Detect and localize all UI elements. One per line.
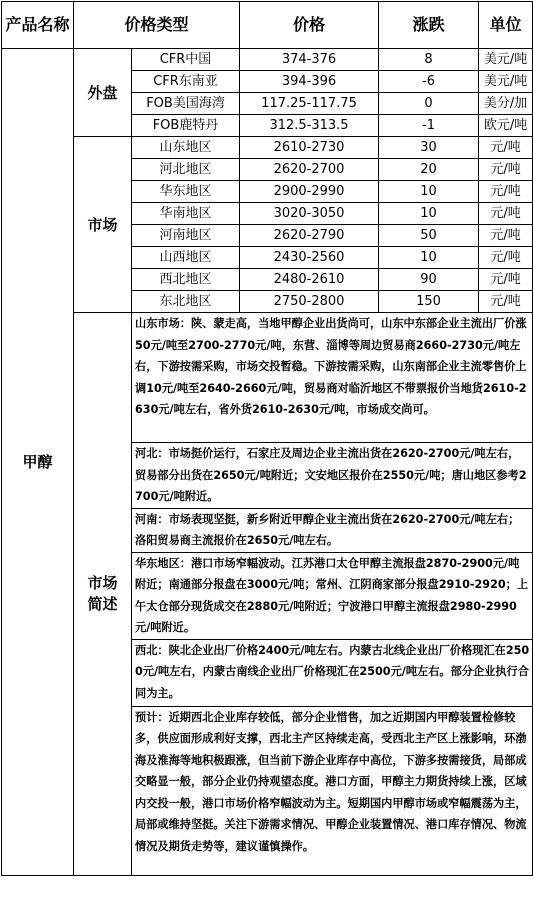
price-table: [1, 1, 533, 876]
category-description: [74, 313, 132, 876]
unit-cell: 元/吨: [479, 203, 533, 225]
price-type-cell: 华南地区: [132, 203, 240, 225]
table-row: [2, 137, 533, 159]
unit-cell: 元/吨: [479, 137, 533, 159]
change-cell: 50: [379, 225, 479, 247]
header-product-name: 产品名称: [2, 2, 74, 49]
price-type-cell: 河南地区: [132, 225, 240, 247]
description-paragraph-forecast: 预计：近期西北企业库存较低，部分企业惜售，加之近期国内甲醇装置检修较多，供应面形成利好支撑，西北主产区持续走高，受西北主产区上涨影响，环渤海及淮海等地积极跟涨，但当前下游企业库存中高位，下游多按需接货，局部成交略显一般，部分企业仍持观望态度。港口方面，甲醇主力期货持续上涨，区域内交投一般，港口市场价格窄幅波动为主。短期国内甲醇市场或窄幅震荡为主，局部或维持坚挺。关注下游需求情况、甲醇企业装置情况、港口库存情况、物流情况及期货走势等，建议谨慎操作。: [132, 706, 533, 875]
price-cell: 2620-2790: [240, 225, 379, 247]
description-paragraph-northwest: 西北：陕北企业出厂价格2400元/吨左右。内蒙古北线企业出厂价格现汇在2500元/吨左右，内蒙古南线企业出厂价格现汇在2500元/吨左右。部分企业执行合同为主。: [132, 639, 533, 706]
price-type-cell: CFR东南亚: [132, 71, 240, 93]
unit-cell: 元/吨: [479, 291, 533, 313]
price-type-cell: 山东地区: [132, 137, 240, 159]
unit-cell: 元/吨: [479, 159, 533, 181]
change-cell: -1: [379, 115, 479, 137]
price-cell: 117.25-117.75: [240, 93, 379, 115]
category-overseas: 外盘: [74, 49, 132, 137]
product-name: 甲醇: [2, 49, 74, 876]
change-cell: 30: [379, 137, 479, 159]
price-cell: 2610-2730: [240, 137, 379, 159]
description-paragraph-east-china: 华东地区：港口市场窄幅波动。江苏港口太仓甲醇主流报盘2870-2900元/吨附近；南通部分报盘在3000元/吨；常州、江阴商家部分报盘2910-2920；上午太仓部分现货成交在2880元/吨附近；宁波港口甲醇主流报盘2980-2990元/吨附近。: [132, 552, 533, 639]
price-type-cell: 东北地区: [132, 291, 240, 313]
price-cell: 374-376: [240, 49, 379, 71]
price-cell: 312.5-313.5: [240, 115, 379, 137]
unit-cell: 元/吨: [479, 225, 533, 247]
header-row: [2, 2, 533, 49]
unit-cell: 美元/吨: [479, 71, 533, 93]
header-price: 价格: [240, 2, 379, 49]
price-type-cell: 华东地区: [132, 181, 240, 203]
price-type-cell: 西北地区: [132, 269, 240, 291]
price-cell: 2430-2560: [240, 247, 379, 269]
change-cell: -6: [379, 71, 479, 93]
table-row: [2, 49, 533, 71]
change-cell: 10: [379, 247, 479, 269]
header-unit: 单位: [479, 2, 533, 49]
unit-cell: 美元/吨: [479, 49, 533, 71]
price-cell: 2750-2800: [240, 291, 379, 313]
change-cell: 10: [379, 181, 479, 203]
description-paragraph-hebei: 河北：市场挺价运行，石家庄及周边企业主流出货在2620-2700元/吨左右，贸易部分出货在2650元/吨附近；文安地区报价在2550元/吨；唐山地区参考2700元/吨附近。: [132, 443, 533, 509]
category-market: 市场: [74, 137, 132, 313]
header-price-type: 价格类型: [74, 2, 240, 49]
price-type-cell: 山西地区: [132, 247, 240, 269]
description-label: 市场简述: [87, 573, 118, 613]
header-change: 涨跌: [379, 2, 479, 49]
price-cell: 2900-2990: [240, 181, 379, 203]
description-paragraph-henan: 河南：市场表现坚挺，新乡附近甲醇企业主流出货在2620-2700元/吨左右；洛阳贸易商主流报价在2650元/吨左右。: [132, 508, 533, 552]
price-type-cell: 河北地区: [132, 159, 240, 181]
price-cell: 2480-2610: [240, 269, 379, 291]
change-cell: 8: [379, 49, 479, 71]
unit-cell: 元/吨: [479, 181, 533, 203]
description-row: [2, 313, 533, 443]
description-paragraph-shandong: 山东市场：陕、蒙走高，当地甲醇企业出货尚可，山东中东部企业主流出厂价涨50元/吨至2700-2770元/吨，东营、淄博等周边贸易商2660-2730元/吨左右，下游按需采购，市场交投暂稳。下游按需采购，山东南部企业主流零售价上调10元/吨至2640-2660元/吨，贸易商对临沂地区不带票报价当地货2610-2630元/吨左右，省外货2610-2630元/吨，市场成交尚可。: [132, 313, 533, 443]
unit-cell: 元/吨: [479, 247, 533, 269]
change-cell: 150: [379, 291, 479, 313]
price-type-cell: FOB鹿特丹: [132, 115, 240, 137]
unit-cell: 元/吨: [479, 269, 533, 291]
change-cell: 10: [379, 203, 479, 225]
price-cell: 2620-2700: [240, 159, 379, 181]
change-cell: 0: [379, 93, 479, 115]
unit-cell: 美分/加: [479, 93, 533, 115]
price-type-cell: CFR中国: [132, 49, 240, 71]
change-cell: 20: [379, 159, 479, 181]
price-cell: 3020-3050: [240, 203, 379, 225]
change-cell: 90: [379, 269, 479, 291]
unit-cell: 欧元/吨: [479, 115, 533, 137]
price-cell: 394-396: [240, 71, 379, 93]
price-type-cell: FOB美国海湾: [132, 93, 240, 115]
